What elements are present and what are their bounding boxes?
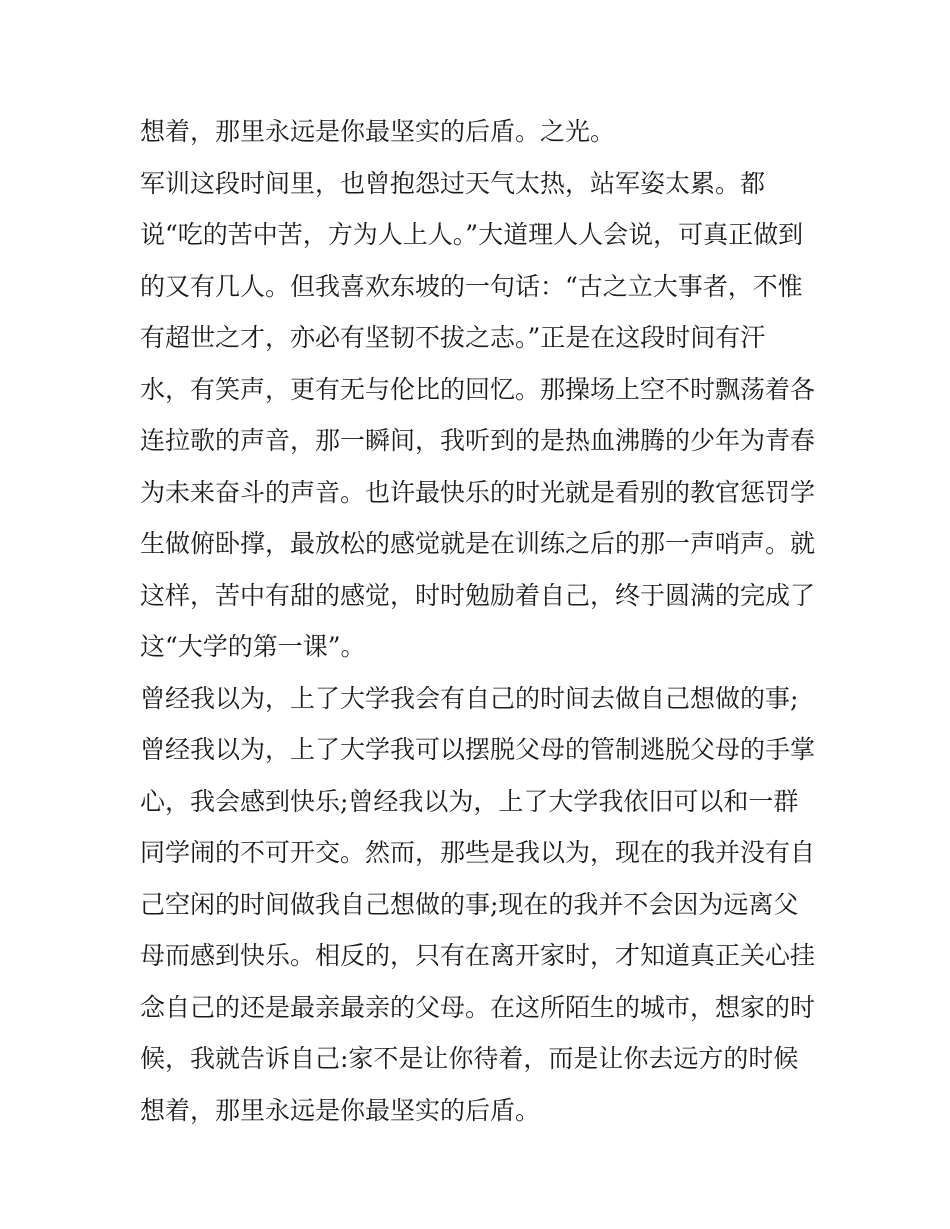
text-line: 曾经我以为，上了大学我可以摆脱父母的管制逃脱父母的手掌	[140, 735, 816, 764]
text-line: 同学闹的不可开交。然而，那些是我以为，现在的我并没有自	[140, 838, 816, 867]
text-line: 为未来奋斗的声音。也许最快乐的时光就是看别的教官惩罚学	[140, 477, 816, 507]
text-line: 的又有几人。但我喜欢东坡的一句话：“古之立大事者，不惟	[140, 271, 803, 301]
text-line: 连拉歌的声音，那一瞬间，我听到的是热血沸腾的少年为青春	[140, 426, 816, 455]
text-line: 心，我会感到快乐;曾经我以为，上了大学我依旧可以和一群	[140, 786, 799, 816]
text-line: 说“吃的苦中苦，方为人上人。”大道理人人会说，可真正做到	[140, 220, 804, 249]
text-line: 这样，苦中有甜的感觉，时时勉励着自己，终于圆满的完成了	[140, 580, 816, 610]
text-line: 曾经我以为，上了大学我会有自己的时间去做自己想做的事;	[140, 683, 799, 713]
text-line: 生做俯卧撑，最放松的感觉就是在训练之后的那一声哨声。就	[140, 529, 816, 558]
text-line: 念自己的还是最亲最亲的父母。在这所陌生的城市，想家的时	[140, 992, 816, 1022]
text-line: 水，有笑声，更有无与伦比的回忆。那操场上空不时飘荡着各	[140, 374, 816, 404]
text-line: 有超世之才，亦必有坚韧不拔之志。”正是在这段时间有汗	[140, 323, 766, 352]
text-line: 想着，那里永远是你最坚实的后盾。之光。	[140, 117, 616, 146]
text-line: 己空闲的时间做我自己想做的事;现在的我并不会因为远离父	[140, 889, 799, 919]
text-line: 候，我就告诉自己:家不是让你待着，而是让你去远方的时候	[140, 1044, 799, 1073]
text-line: 军训这段时间里，也曾抱怨过天气太热，站军姿太累。都	[140, 168, 766, 198]
text-line: 想着，那里永远是你最坚实的后盾。	[140, 1095, 541, 1125]
text-line: 母而感到快乐。相反的，只有在离开家时，才知道真正关心挂	[140, 941, 816, 970]
text-line: 这“大学的第一课”。	[140, 632, 366, 661]
document-page	[140, 106, 820, 1136]
